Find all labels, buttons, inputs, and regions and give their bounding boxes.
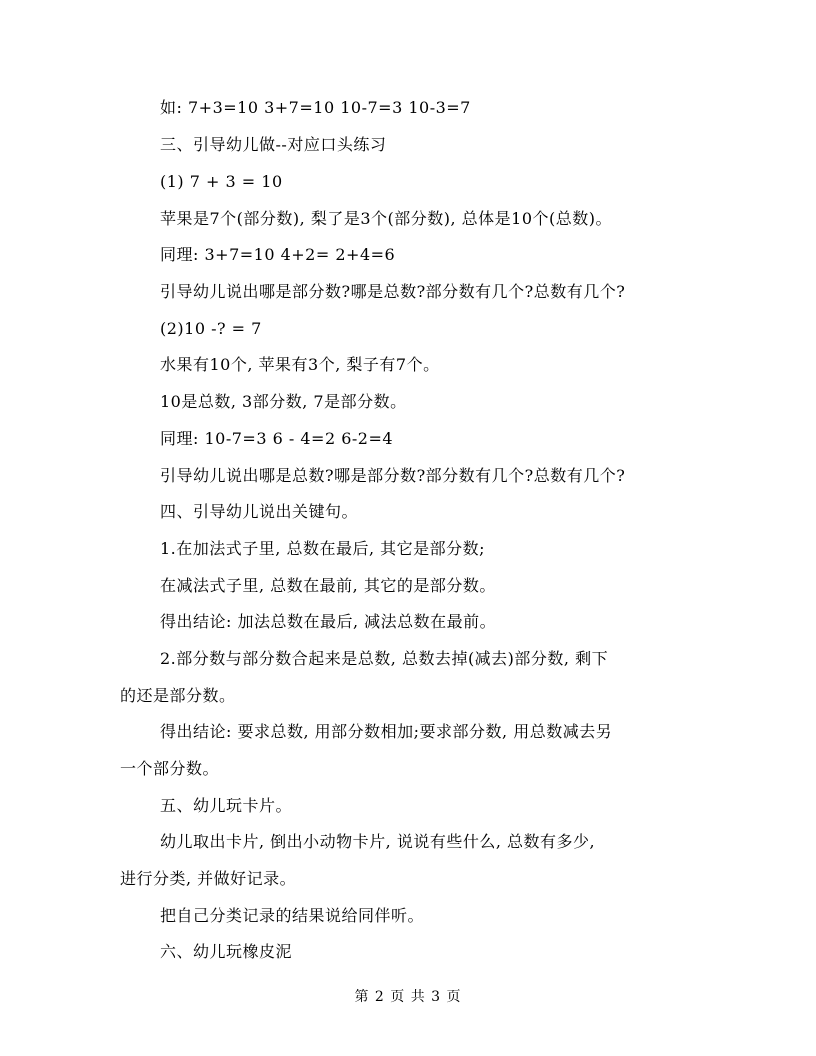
text-line-conclusion-2b: 一个部分数。 xyxy=(120,759,220,778)
text-line-total-parts: 10是总数, 3部分数, 7是部分数。 xyxy=(160,392,407,411)
text-line-conclusion-1: 得出结论: 加法总数在最后, 减法总数在最前。 xyxy=(160,612,497,631)
text-line-key-sentence-1b: 在减法式子里, 总数在最前, 其它的是部分数。 xyxy=(160,576,496,595)
text-line-example-equations: 如: 7+3=10 3+7=10 10-7=3 10-3=7 xyxy=(160,98,471,117)
text-line-likewise-2: 同理: 10-7=3 6 - 4=2 6-2=4 xyxy=(160,429,394,448)
text-line-share-results: 把自己分类记录的结果说给同伴听。 xyxy=(160,906,425,925)
section-heading-4: 四、引导幼儿说出关键句。 xyxy=(160,502,359,521)
text-line-key-sentence-2b: 的还是部分数。 xyxy=(120,686,236,705)
text-line-key-sentence-1a: 1.在加法式子里, 总数在最后, 其它是部分数; xyxy=(160,539,486,558)
text-line-cards-a: 幼儿取出卡片, 倒出小动物卡片, 说说有些什么, 总数有多少, xyxy=(160,832,596,851)
text-line-apple-pear: 苹果是7个(部分数), 梨了是3个(部分数), 总体是10个(总数)。 xyxy=(160,209,613,228)
text-line-likewise-1: 同理: 3+7=10 4+2= 2+4=6 xyxy=(160,245,396,264)
text-line-key-sentence-2a: 2.部分数与部分数合起来是总数, 总数去掉(减去)部分数, 剩下 xyxy=(160,649,609,668)
text-line-guide-question-2: 引导幼儿说出哪是总数?哪是部分数?部分数有几个?总数有几个? xyxy=(160,466,626,485)
page-number-footer: 第 2 页 共 3 页 xyxy=(354,989,462,1005)
section-heading-6: 六、幼儿玩橡皮泥 xyxy=(160,942,293,961)
text-line-cards-b: 进行分类, 并做好记录。 xyxy=(120,869,297,888)
text-line-conclusion-2a: 得出结论: 要求总数, 用部分数相加;要求部分数, 用总数减去另 xyxy=(160,722,613,741)
text-line-fruit-count: 水果有10个, 苹果有3个, 梨子有7个。 xyxy=(160,355,440,374)
section-heading-5: 五、幼儿玩卡片。 xyxy=(160,796,293,815)
text-line-guide-question-1: 引导幼儿说出哪是部分数?哪是总数?部分数有几个?总数有几个? xyxy=(160,282,626,301)
section-heading-3: 三、引导幼儿做--对应口头练习 xyxy=(160,135,387,154)
text-line-item-1: (1) 7 + 3 = 10 xyxy=(160,172,283,191)
text-line-item-2: (2)10 -? = 7 xyxy=(160,319,262,338)
